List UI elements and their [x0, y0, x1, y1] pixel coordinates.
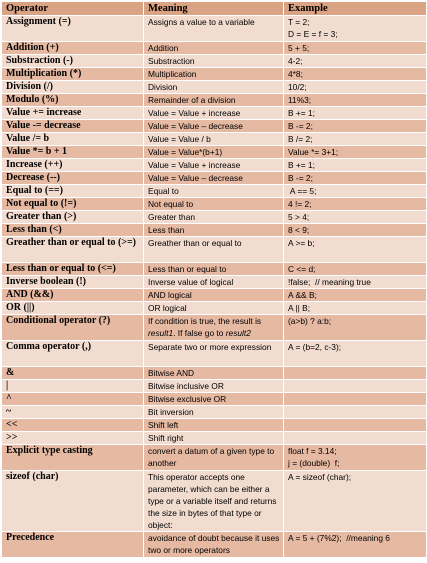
table-row: [2, 55, 427, 68]
meaning-cell: Remainder of a division: [144, 94, 284, 107]
operator-cell: <<: [2, 419, 144, 432]
example-line: C <= d;: [288, 264, 316, 274]
example-line: 8 < 9;: [288, 225, 310, 235]
table-row: [2, 380, 427, 393]
header-row: [2, 2, 427, 16]
operator-cell: Assignment (=): [2, 16, 144, 42]
example-cell: [284, 367, 427, 380]
operator-cell: Value /= b: [2, 133, 144, 146]
meaning-cell: AND logical: [144, 289, 284, 302]
meaning-cell: Value = Value – decrease: [144, 172, 284, 185]
operator-cell: ^: [2, 393, 144, 406]
operator-cell: Addition (+): [2, 42, 144, 55]
example-line: 11%3;: [288, 95, 312, 105]
operator-cell: Division (/): [2, 81, 144, 94]
example-cell: [284, 393, 427, 406]
table-row: [2, 81, 427, 94]
meaning-cell: convert a datum of a given type to another: [144, 445, 284, 471]
operator-cell: Not equal to (!=): [2, 198, 144, 211]
example-line: B += 1;: [288, 160, 316, 170]
example-cell: [284, 237, 427, 263]
operators-table: [1, 1, 427, 558]
operator-cell: AND (&&): [2, 289, 144, 302]
meaning-cell: Not equal to: [144, 198, 284, 211]
meaning-cell: [144, 315, 284, 341]
header-meaning: Meaning: [144, 2, 284, 16]
table-row: [2, 341, 427, 367]
table-row: [2, 94, 427, 107]
operator-cell: Equal to (==): [2, 185, 144, 198]
example-line: A && B;: [288, 290, 317, 300]
example-cell: [284, 81, 427, 94]
example-cell: [284, 146, 427, 159]
example-cell: [284, 120, 427, 133]
table-row: [2, 42, 427, 55]
example-line: A = sizeof (char);: [288, 472, 352, 482]
operator-cell: Precedence: [2, 532, 144, 558]
example-cell: [284, 107, 427, 120]
table-row: [2, 185, 427, 198]
meaning-part-mid: . If false go to: [173, 328, 226, 338]
example-cell: [284, 289, 427, 302]
example-line: A == 5;: [288, 186, 317, 196]
operator-cell: Increase (++): [2, 159, 144, 172]
example-cell: [284, 406, 427, 419]
table-row: [2, 16, 427, 42]
operator-cell: &: [2, 367, 144, 380]
operator-cell: Comma operator (,): [2, 341, 144, 367]
meaning-cell: Value = Value + increase: [144, 107, 284, 120]
example-line: Value *= 3+1;: [288, 147, 339, 157]
example-cell: [284, 198, 427, 211]
table-row: [2, 471, 427, 532]
table-row: [2, 263, 427, 276]
meaning-cell: Shift left: [144, 419, 284, 432]
example-line: float f = 3.14;: [288, 446, 337, 456]
meaning-cell: Less than or equal to: [144, 263, 284, 276]
operator-cell: Decrease (--): [2, 172, 144, 185]
table-row: [2, 419, 427, 432]
table-row: [2, 211, 427, 224]
meaning-cell: Value = Value + increase: [144, 159, 284, 172]
table-row: [2, 146, 427, 159]
operator-cell: |: [2, 380, 144, 393]
table-row: [2, 302, 427, 315]
meaning-cell: Substraction: [144, 55, 284, 68]
example-line: B /= 2;: [288, 134, 313, 144]
meaning-cell: Multiplication: [144, 68, 284, 81]
example-cell: [284, 471, 427, 532]
table-row: [2, 120, 427, 133]
meaning-cell: avoidance of doubt because it uses two or more operators: [144, 532, 284, 558]
table-row: [2, 237, 427, 263]
example-cell: [284, 16, 427, 42]
operator-cell: Greater than (>): [2, 211, 144, 224]
table-row: [2, 107, 427, 120]
meaning-part-res2: result2: [225, 328, 251, 338]
header-example: Example: [284, 2, 427, 16]
table-row: [2, 289, 427, 302]
example-cell: [284, 42, 427, 55]
meaning-part-res1: result1: [148, 328, 174, 338]
example-line: D = E = f = 3;: [288, 29, 338, 39]
example-cell: [284, 532, 427, 558]
example-cell: [284, 55, 427, 68]
meaning-cell: Greather than or equal to: [144, 237, 284, 263]
meaning-cell: Shift right: [144, 432, 284, 445]
meaning-cell: OR logical: [144, 302, 284, 315]
meaning-cell: Inverse value of logical: [144, 276, 284, 289]
header-operator: Operator: [2, 2, 144, 16]
example-line: A = (b=2, c-3);: [288, 342, 342, 352]
operator-cell: Multiplication (*): [2, 68, 144, 81]
example-line: B -= 2;: [288, 173, 313, 183]
operator-cell: Inverse boolean (!): [2, 276, 144, 289]
operator-cell: Conditional operator (?): [2, 315, 144, 341]
table-row: [2, 159, 427, 172]
example-cell: [284, 211, 427, 224]
example-cell: [284, 159, 427, 172]
table-row: [2, 532, 427, 558]
meaning-cell: Value = Value – decrease: [144, 120, 284, 133]
example-line: 10/2;: [288, 82, 307, 92]
meaning-cell: This operator accepts one parameter, which can be either a type or a variable itself and returns the size in bytes of that type or object:: [144, 471, 284, 532]
meaning-cell: Bit inversion: [144, 406, 284, 419]
table-row: [2, 445, 427, 471]
meaning-cell: Less than: [144, 224, 284, 237]
operator-cell: Less than (<): [2, 224, 144, 237]
example-cell: [284, 315, 427, 341]
table-row: [2, 315, 427, 341]
example-line: A || B;: [288, 303, 311, 313]
example-cell: [284, 185, 427, 198]
example-line: j = (double) f;: [288, 458, 340, 468]
meaning-cell: Bitwise AND: [144, 367, 284, 380]
example-cell: [284, 68, 427, 81]
table-row: [2, 393, 427, 406]
operator-cell: >>: [2, 432, 144, 445]
example-cell: [284, 380, 427, 393]
example-cell: [284, 432, 427, 445]
meaning-cell: Addition: [144, 42, 284, 55]
meaning-cell: Bitwise exclusive OR: [144, 393, 284, 406]
operator-cell: Greather than or equal to (>=): [2, 237, 144, 263]
example-cell: [284, 224, 427, 237]
operator-cell: Less than or equal to (<=): [2, 263, 144, 276]
example-cell: [284, 172, 427, 185]
table-row: [2, 276, 427, 289]
operator-cell: ~: [2, 406, 144, 419]
operator-cell: Value += increase: [2, 107, 144, 120]
example-line: 5 + 5;: [288, 43, 310, 53]
meaning-cell: Bitwise inclusive OR: [144, 380, 284, 393]
operator-cell: Explicit type casting: [2, 445, 144, 471]
operator-cell: Value *= b + 1: [2, 146, 144, 159]
table-row: [2, 172, 427, 185]
meaning-part-line1: If condition is true, the result is: [148, 316, 262, 326]
example-cell: [284, 341, 427, 367]
meaning-cell: Assigns a value to a variable: [144, 16, 284, 42]
meaning-cell: Greater than: [144, 211, 284, 224]
meaning-cell: Separate two or more expression: [144, 341, 284, 367]
operator-cell: Value -= decrease: [2, 120, 144, 133]
operator-cell: Modulo (%): [2, 94, 144, 107]
example-line: 4*8;: [288, 69, 303, 79]
example-line: (a>b) ? a:b;: [288, 316, 332, 326]
example-cell: [284, 445, 427, 471]
example-cell: [284, 419, 427, 432]
meaning-cell: Division: [144, 81, 284, 94]
table-row: [2, 367, 427, 380]
example-line: 4 != 2;: [288, 199, 312, 209]
example-line: B += 1;: [288, 108, 316, 118]
example-line: A = 5 + (7%2); //meaning 6: [288, 533, 390, 543]
operator-cell: OR (||): [2, 302, 144, 315]
example-cell: [284, 302, 427, 315]
table-row: [2, 432, 427, 445]
example-cell: [284, 276, 427, 289]
example-line: 4-2;: [288, 56, 303, 66]
meaning-cell: Equal to: [144, 185, 284, 198]
operator-cell: sizeof (char): [2, 471, 144, 532]
table-body: [2, 16, 427, 558]
example-line: A >= b;: [288, 238, 315, 248]
table-row: [2, 68, 427, 81]
example-cell: [284, 94, 427, 107]
example-cell: [284, 133, 427, 146]
example-line: T = 2;: [288, 17, 310, 27]
table-row: [2, 198, 427, 211]
example-line: B -= 2;: [288, 121, 313, 131]
example-line: !false; // meaning true: [288, 277, 371, 287]
example-line: 5 > 4;: [288, 212, 310, 222]
table-row: [2, 224, 427, 237]
example-cell: [284, 263, 427, 276]
meaning-cell: Value = Value*(b+1): [144, 146, 284, 159]
table-row: [2, 133, 427, 146]
operator-cell: Substraction (-): [2, 55, 144, 68]
table-row: [2, 406, 427, 419]
meaning-cell: Value = Value / b: [144, 133, 284, 146]
